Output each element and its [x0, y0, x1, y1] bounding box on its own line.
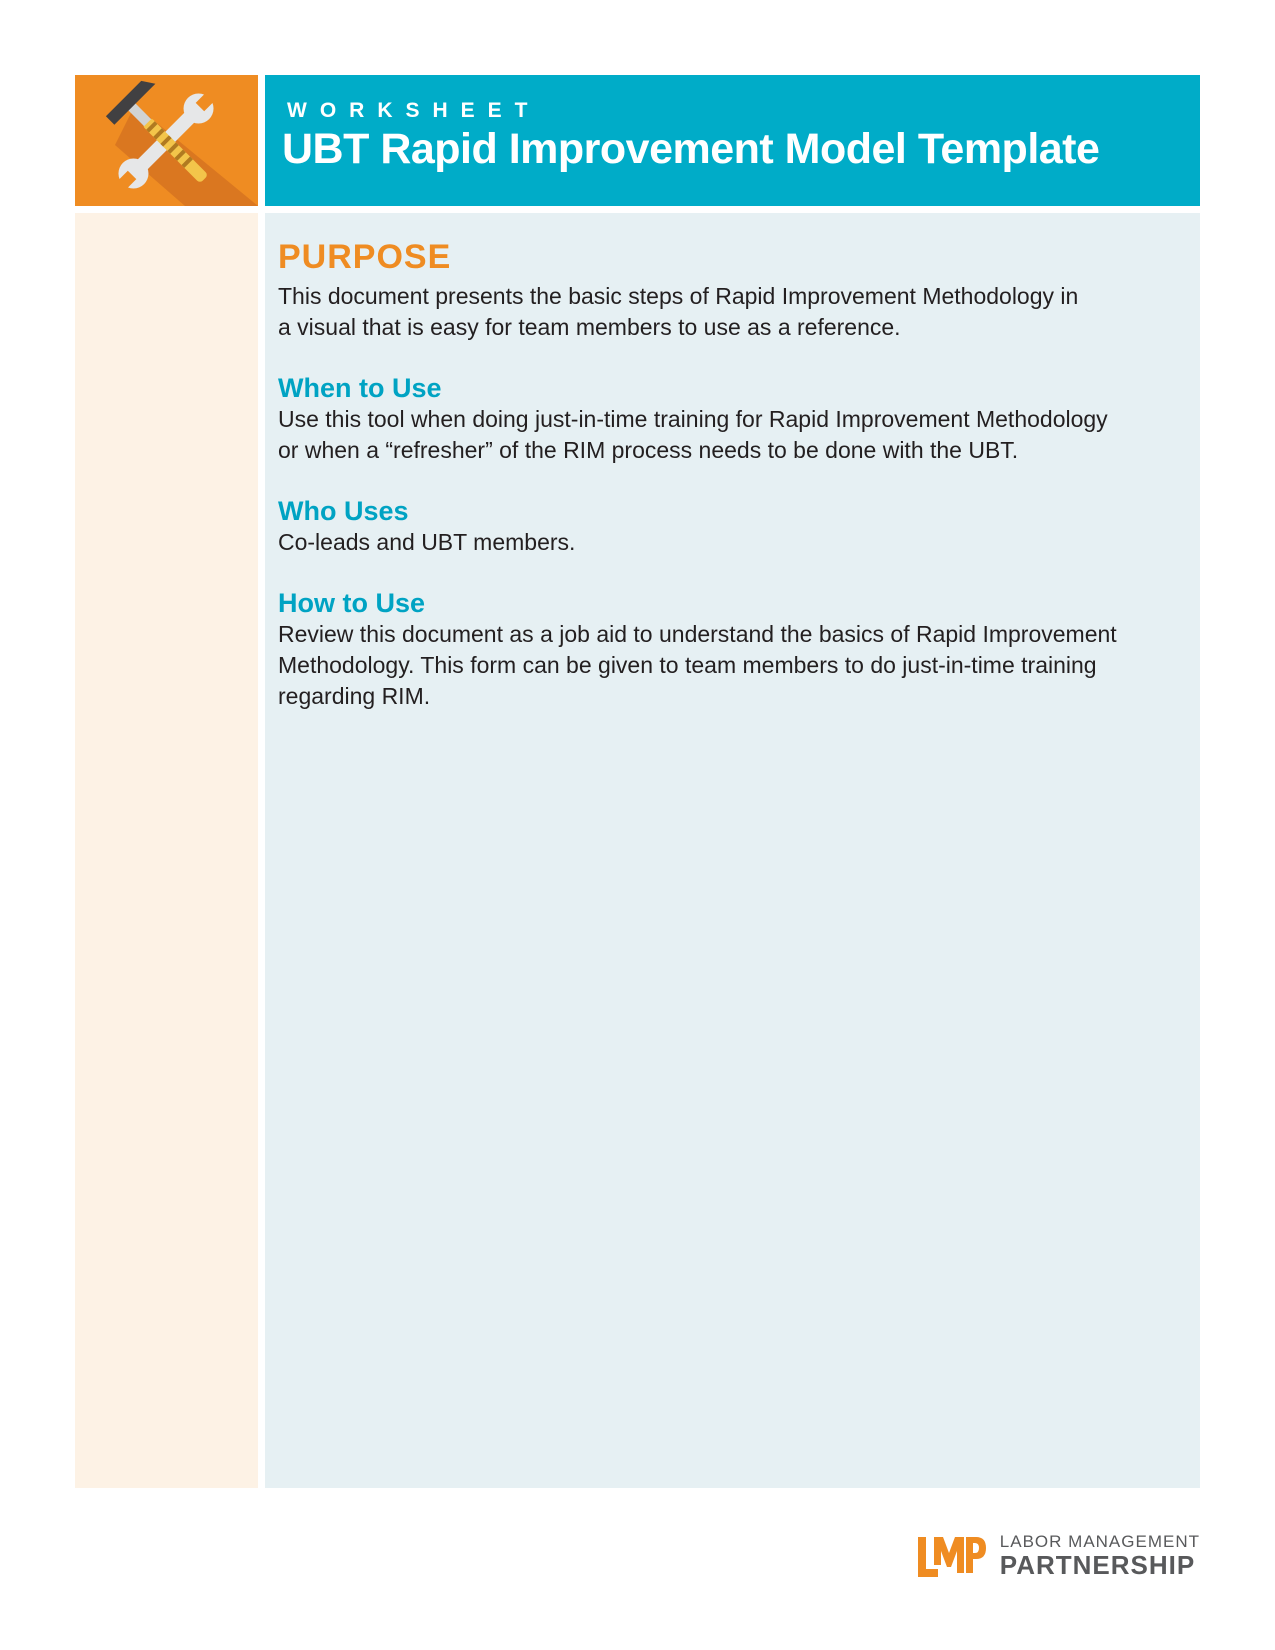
left-sidebar — [75, 213, 258, 1488]
how-to-use-line: Methodology. This form can be given to team members to do just-in-time training — [278, 652, 1097, 678]
document-type-label: WORKSHEET — [287, 99, 541, 122]
how-to-use-section — [278, 587, 1178, 712]
header-icon-box — [75, 75, 258, 206]
when-to-use-heading: When to Use — [278, 373, 442, 403]
when-to-use-line: or when a “refresher” of the RIM process needs to be done with the UBT. — [278, 437, 1019, 463]
who-uses-line: Co-leads and UBT members. — [278, 529, 576, 555]
lmp-logo — [916, 1533, 1200, 1579]
how-to-use-heading: How to Use — [278, 588, 426, 618]
logo-line-1: LABOR MANAGEMENT — [999, 1532, 1200, 1551]
who-uses-section — [278, 495, 1178, 558]
lmp-logo-text — [1000, 1533, 1200, 1579]
logo-line-2: PARTNERSHIP — [999, 1550, 1196, 1580]
tools-icon — [75, 75, 258, 206]
lmp-logo-mark — [916, 1533, 988, 1579]
who-uses-heading: Who Uses — [278, 496, 409, 526]
when-to-use-section — [278, 372, 1178, 466]
main-content-panel — [265, 213, 1200, 1488]
document-title: UBT Rapid Improvement Model Template — [282, 125, 1100, 173]
purpose-line: This document presents the basic steps of Rapid Improvement Methodology in — [278, 283, 1079, 309]
header-bar — [265, 75, 1200, 206]
how-to-use-line: Review this document as a job aid to understand the basics of Rapid Improvement — [278, 621, 1117, 647]
how-to-use-line: regarding RIM. — [278, 683, 431, 709]
purpose-line: a visual that is easy for team members to use as a reference. — [278, 314, 901, 340]
when-to-use-line: Use this tool when doing just-in-time training for Rapid Improvement Methodology — [278, 406, 1108, 432]
content-body — [278, 237, 1178, 712]
purpose-heading: PURPOSE — [278, 238, 452, 276]
purpose-section — [278, 237, 1178, 343]
